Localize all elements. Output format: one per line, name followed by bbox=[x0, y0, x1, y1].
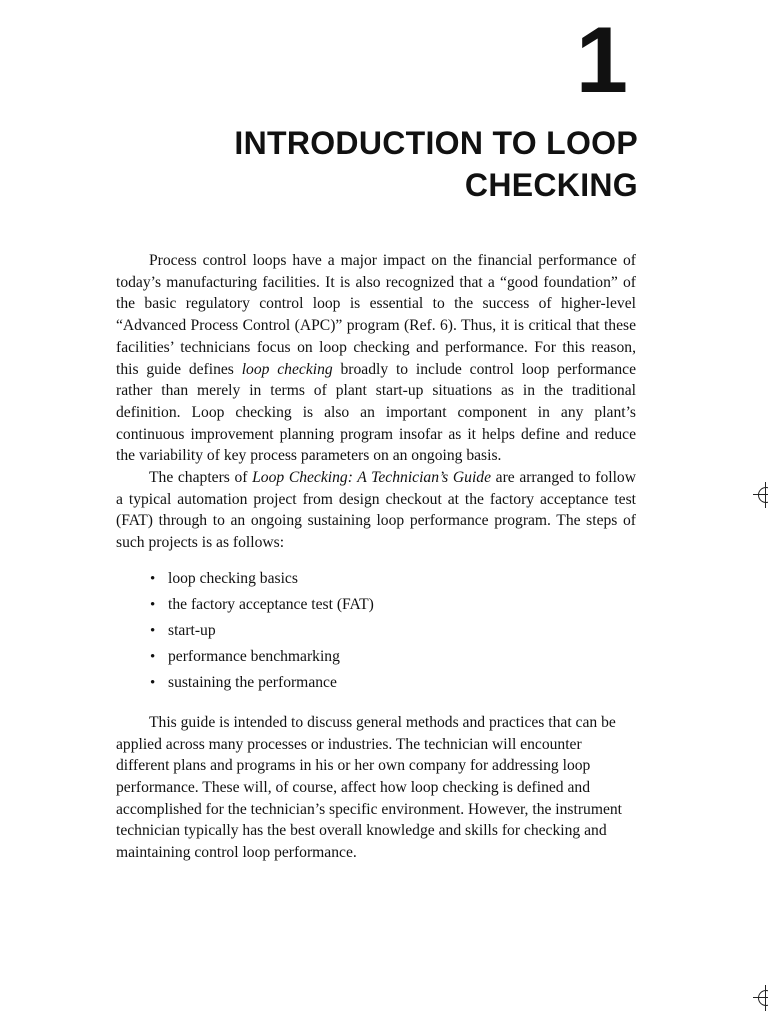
paragraph-2-italic-book-title: Loop Checking: A Technician’s Guide bbox=[252, 469, 491, 487]
bullet-icon: • bbox=[150, 622, 156, 639]
paragraph-1-italic: loop checking bbox=[241, 360, 333, 378]
list-item bbox=[150, 644, 636, 670]
chapter-title-line-2: CHECKING bbox=[464, 167, 638, 203]
list-item-text: performance benchmarking bbox=[168, 647, 340, 665]
paragraph-2 bbox=[116, 467, 636, 554]
bullet-icon: • bbox=[150, 570, 156, 587]
paragraph-1-text-a: Process control loops have a major impact on the financial performance of today’s manufacturing facilities. It is also recognized that a “good foundation” of the basic regulatory control loop is essential to the success of higher-level “Advanced Process Control (APC)” program (Ref. 6). Thus, it is critical that these facilities’ technicians focus on loop checking and performance. For this reason, this guide defines bbox=[116, 252, 636, 378]
chapter-title bbox=[118, 122, 638, 206]
paragraph-2-text-a: The chapters of bbox=[149, 469, 253, 487]
paragraph-1-text-b: broadly to include control loop performance rather than merely in terms of plant start-up situations as in the traditional definition. Loop checking is also an important component in any plant’s continuous improvement planning program insofar as it helps define and reduce the variability of key process parameters on an ongoing basis. bbox=[116, 360, 636, 465]
list-item-text: start-up bbox=[168, 621, 216, 639]
bullet-icon: • bbox=[150, 648, 156, 665]
steps-list bbox=[116, 566, 636, 696]
paragraph-3: This guide is intended to discuss general methods and practices that can be applied across many processes or industries. The technician will encounter different plans and programs in his or her own company for addressing loop performance. These will, of course, affect how loop checking is defined and accomplished for the technician’s specific environment. However, the instrument technician typically has the best overall knowledge and skills for checking and maintaining control loop performance. bbox=[116, 713, 623, 862]
body-text bbox=[116, 250, 636, 864]
list-item-text: loop checking basics bbox=[168, 569, 298, 587]
list-item-text: the factory acceptance test (FAT) bbox=[168, 595, 374, 613]
list-item bbox=[150, 618, 636, 644]
chapter-number: 1 bbox=[575, 7, 628, 112]
chapter-title-line-1: INTRODUCTION TO LOOP bbox=[234, 125, 638, 161]
bullet-icon: • bbox=[150, 674, 156, 691]
bullet-icon: • bbox=[150, 596, 156, 613]
list-item bbox=[150, 566, 636, 592]
list-item bbox=[150, 592, 636, 618]
registration-mark-icon bbox=[758, 487, 768, 503]
paragraph-2-text-b: are arranged to follow a typical automation project from design checkout at the factory acceptance test (FAT) through to an ongoing sustaining loop performance program. The steps of such projects is as follows: bbox=[116, 469, 636, 552]
registration-mark-icon bbox=[758, 990, 768, 1006]
list-item bbox=[150, 670, 636, 696]
list-item-text: sustaining the performance bbox=[168, 673, 337, 691]
paragraph-1 bbox=[116, 250, 636, 467]
